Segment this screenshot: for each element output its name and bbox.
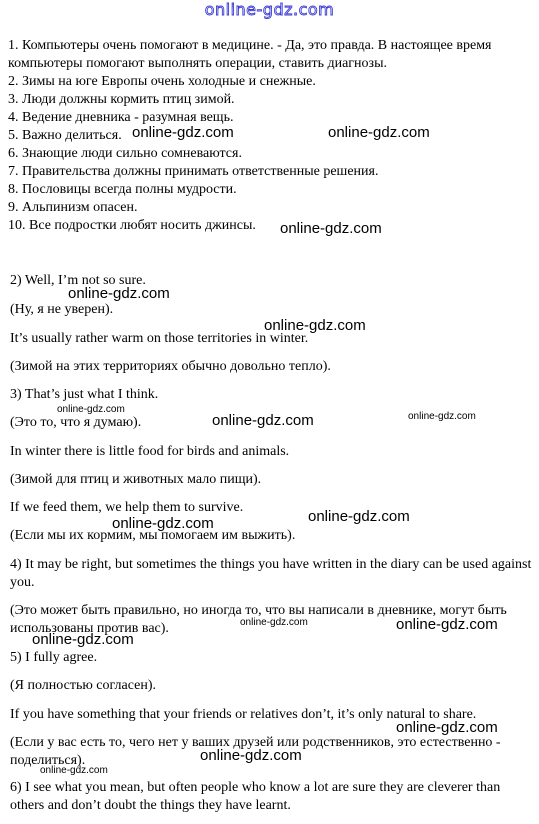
watermark-label: online-gdz.com — [212, 412, 314, 429]
answer-line: (Я полностью согласен). — [10, 678, 157, 693]
translation-item: 2. Зимы на юге Европы очень холодные и снежные. — [8, 74, 316, 89]
watermark-label: online-gdz.com — [264, 317, 366, 334]
translation-item: 10. Все подростки любят носить джинсы. — [8, 218, 256, 233]
answer-line: (Это то, что я думаю). — [10, 415, 142, 430]
answer-line: (Зимой для птиц и животных мало пищи). — [10, 472, 262, 487]
watermark-label: online-gdz.com — [308, 508, 410, 525]
watermark-label: online-gdz.com — [40, 765, 108, 776]
translation-item: 1. Компьютеры очень помогают в медицине. - Да, это правда. В настоящее время компьютеры помогают выполнять операции, ставить диагнозы. — [8, 38, 492, 71]
answer-line: 2) Well, I’m not so sure. — [10, 273, 146, 288]
answer-line: If we feed them, we help them to survive. — [10, 500, 244, 515]
answer-line: If you have something that your friends or relatives don’t, it’s only natural to share. — [10, 707, 477, 722]
answer-line: (Если у вас есть то, чего нет у ваших друзей или родственников, это естественно - поделиться). — [10, 735, 501, 768]
translation-item: 9. Альпинизм опасен. — [8, 200, 138, 215]
watermark-label: online-gdz.com — [408, 411, 476, 422]
watermark-label: online-gdz.com — [328, 124, 430, 141]
answer-line: (Ну, я не уверен). — [10, 302, 114, 317]
translation-item: 5. Важно делиться. — [8, 128, 122, 143]
translation-item: 8. Пословицы всегда полны мудрости. — [8, 182, 237, 197]
watermark-label: online-gdz.com — [280, 220, 382, 237]
answer-line: In winter there is little food for birds and animals. — [10, 444, 290, 459]
answer-line: (Зимой на этих территориях обычно довольно тепло). — [10, 359, 331, 374]
answer-line: 6) I see what you mean, but often people who know a lot are sure they are cleverer than others and don’t doubt the things they have learnt. — [10, 780, 501, 813]
watermark-label: online-gdz.com — [396, 616, 498, 633]
watermark-label: online-gdz.com — [240, 617, 308, 628]
translation-item: 7. Правительства должны принимать ответственные решения. — [8, 164, 379, 179]
translations-list — [8, 37, 533, 235]
header-watermark: online-gdz.com — [204, 0, 335, 19]
answer-line: 5) I fully agree. — [10, 650, 98, 665]
translation-item: 4. Ведение дневника - разумная вещь. — [8, 110, 234, 125]
watermark-label: online-gdz.com — [396, 719, 498, 736]
answer-line: It’s usually rather warm on those territories in winter. — [10, 331, 309, 346]
watermark-label: online-gdz.com — [200, 747, 302, 764]
answer-line: (Если мы их кормим, мы помогаем им выжить). — [10, 528, 296, 543]
translation-item: 3. Люди должны кормить птиц зимой. — [8, 92, 235, 107]
translation-item: 6. Знающие люди сильно сомневаются. — [8, 146, 242, 161]
watermark-label: online-gdz.com — [32, 631, 134, 648]
watermark-label: online-gdz.com — [132, 124, 234, 141]
answer-line: 3) That’s just what I think. — [10, 387, 159, 402]
watermark-label: online-gdz.com — [57, 404, 125, 415]
watermark-label: online-gdz.com — [112, 515, 214, 532]
watermark-label: online-gdz.com — [68, 285, 170, 302]
answer-line: 4) It may be right, but sometimes the things you have written in the diary can be used against you. — [10, 557, 532, 590]
answer-line: (Это может быть правильно, но иногда то, что вы написали в дневнике, могут быть использованы против вас). — [10, 603, 507, 636]
